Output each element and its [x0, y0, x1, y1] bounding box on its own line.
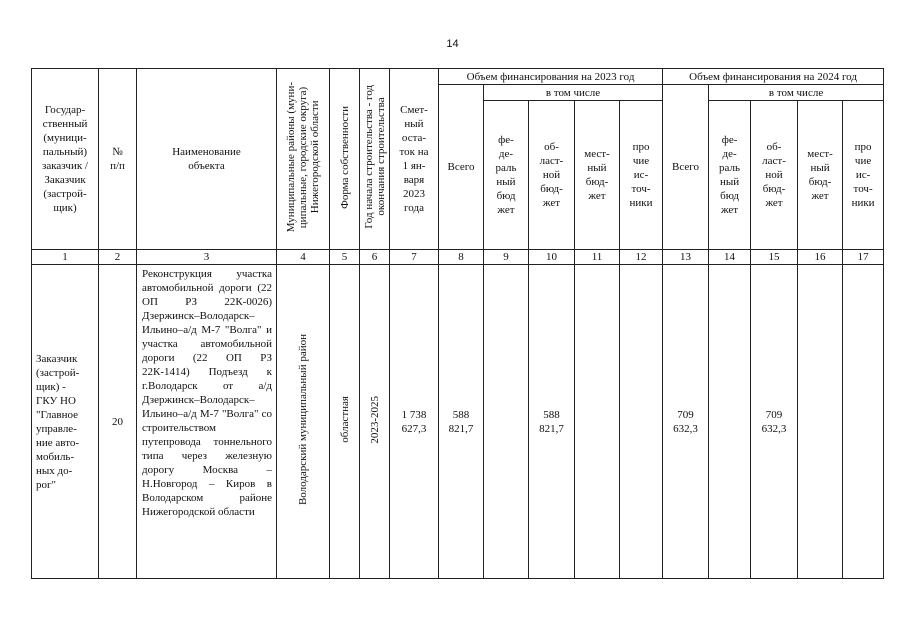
- header-regional-2024: об- ласт- ной бюд- жет: [751, 101, 798, 250]
- column-number: 1: [32, 250, 99, 265]
- cell-total-2023: 588 821,7: [439, 265, 484, 579]
- header-federal-2023: фе- де- раль ный бюд жет: [484, 101, 529, 250]
- cell-no: 20: [99, 265, 137, 579]
- cell-federal-2024: [709, 265, 751, 579]
- cell-local-2023: [575, 265, 620, 579]
- header-local-2023: мест- ный бюд- жет: [575, 101, 620, 250]
- cell-estimated-balance: 1 738 627,3: [390, 265, 439, 579]
- column-number: 8: [439, 250, 484, 265]
- header-districts: Муниципальные районы (муни- ципальные, городские округа) Нижегородской области: [277, 69, 330, 250]
- column-number: 2: [99, 250, 137, 265]
- page-number: 14: [446, 38, 459, 50]
- column-number: 13: [663, 250, 709, 265]
- column-number: 10: [529, 250, 575, 265]
- header-including-2024: в том числе: [709, 85, 884, 101]
- cell-years: 2023-2025: [360, 265, 390, 579]
- header-total-2024: Всего: [663, 85, 709, 250]
- cell-other-2023: [620, 265, 663, 579]
- header-ownership: Форма собственности: [330, 69, 360, 250]
- header-local-2024: мест- ный бюд- жет: [798, 101, 843, 250]
- cell-object-name: Реконструкция участка автомобильной дороги (22 ОП РЗ 22К-0026) Дзержинск–Володарск–Ильино–а/д М-7 "Волга" и участка автомобильной дороги (22 ОП РЗ 22К-1414) Подъезд к г.Володарск от а/д Дзержинск–Володарск–Ильино–а/д М-7 "Волга" со строительством путепровода тоннельного типа через железную дорогу Москва – Н.Новгород – Киров в Володарском районе Нижегородской области: [137, 265, 277, 579]
- cell-local-2024: [798, 265, 843, 579]
- column-number: 11: [575, 250, 620, 265]
- header-total-2023: Всего: [439, 85, 484, 250]
- table-row: [32, 265, 884, 579]
- column-number: 16: [798, 250, 843, 265]
- column-number: 12: [620, 250, 663, 265]
- cell-ownership: областная: [330, 265, 360, 579]
- header-no: № п/п: [99, 69, 137, 250]
- header-including-2023: в том числе: [484, 85, 663, 101]
- column-number: 17: [843, 250, 884, 265]
- cell-regional-2024: 709 632,3: [751, 265, 798, 579]
- header-years: Год начала строительства - год окончания строительства: [360, 69, 390, 250]
- cell-district: Володарский муниципальный район: [277, 265, 330, 579]
- cell-regional-2023: 588 821,7: [529, 265, 575, 579]
- column-number: 3: [137, 250, 277, 265]
- cell-total-2024: 709 632,3: [663, 265, 709, 579]
- financing-table: [31, 68, 884, 579]
- cell-other-2024: [843, 265, 884, 579]
- header-federal-2024: фе- де- раль ный бюд жет: [709, 101, 751, 250]
- header-other-2023: про чие ис- точ- ники: [620, 101, 663, 250]
- header-row-1: [32, 69, 884, 85]
- column-number: 14: [709, 250, 751, 265]
- column-numbers-row: [32, 250, 884, 265]
- header-other-2024: про чие ис- точ- ники: [843, 101, 884, 250]
- header-customer: Государ- ственный (муници- пальный) заказчик / Заказчик (застрой- щик): [32, 69, 99, 250]
- column-number: 6: [360, 250, 390, 265]
- column-number: 15: [751, 250, 798, 265]
- column-number: 4: [277, 250, 330, 265]
- cell-customer: Заказчик (застрой- щик) - ГКУ НО "Главное управле- ние авто- мобиль- ных до- рог": [32, 265, 99, 579]
- cell-federal-2023: [484, 265, 529, 579]
- header-regional-2023: об- ласт- ной бюд- жет: [529, 101, 575, 250]
- header-object-name: Наименование объекта: [137, 69, 277, 250]
- header-estimated-balance: Смет- ный оста- ток на 1 ян- варя 2023 года: [390, 69, 439, 250]
- column-number: 9: [484, 250, 529, 265]
- header-funding-2024: Объем финансирования на 2024 год: [663, 69, 884, 85]
- header-funding-2023: Объем финансирования на 2023 год: [439, 69, 663, 85]
- column-number: 7: [390, 250, 439, 265]
- column-number: 5: [330, 250, 360, 265]
